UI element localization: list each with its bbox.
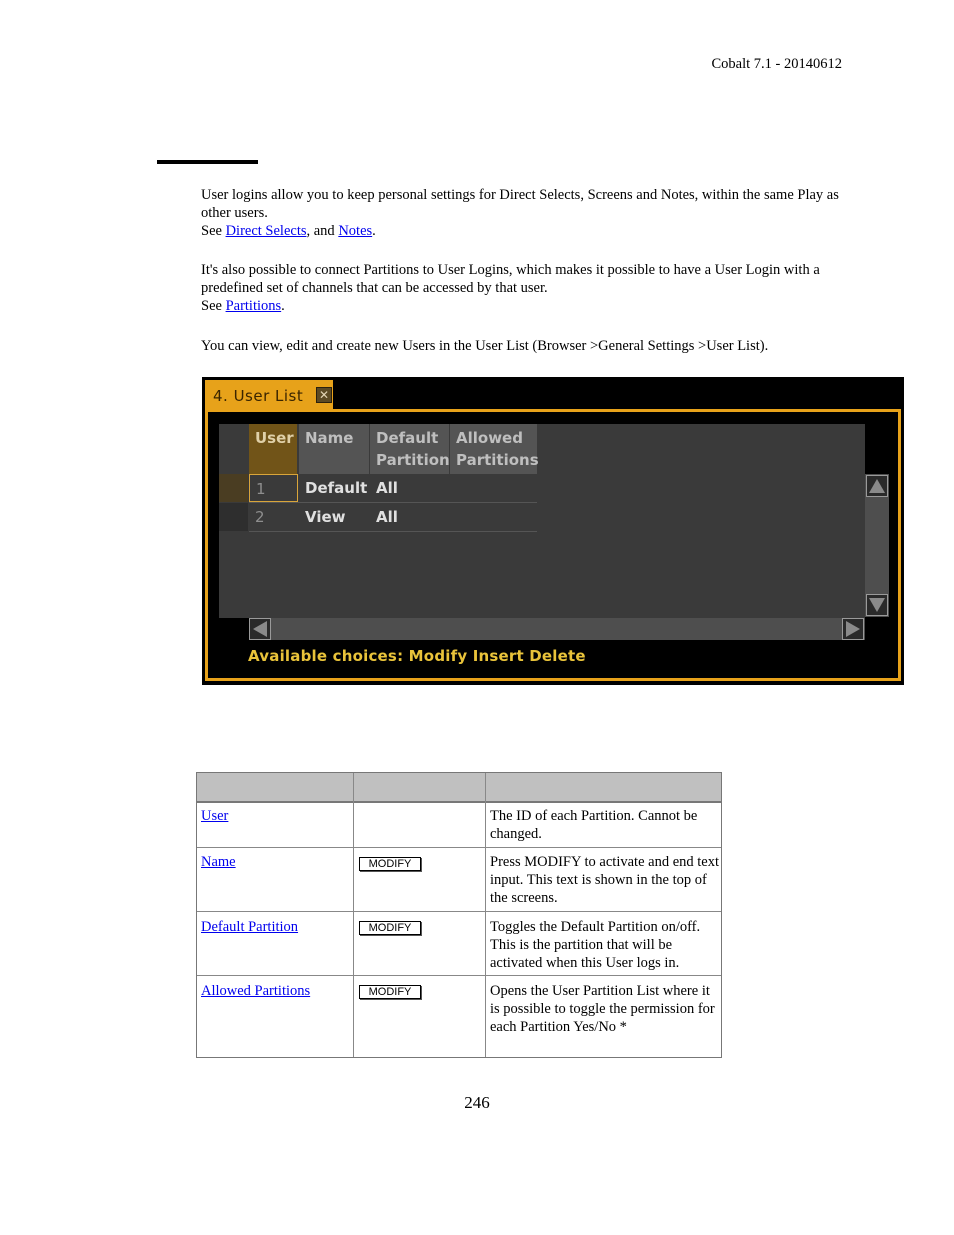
document-version-header: Cobalt 7.1 - 20140612 [711,56,842,72]
field-link-user[interactable]: User [201,808,229,824]
available-choices-status: Available choices: Modify Insert Delete [248,647,586,665]
see-label: See [201,298,226,314]
intro-text-1: User logins allow you to keep personal settings for Direct Selects, Screens and Notes, within the same Play as other users. [201,187,839,221]
tab-label: 4. User List [213,387,304,405]
field-description: Opens the User Partition List where it is possible to toggle the permission for each Partition Yes/No * [490,983,715,1035]
modify-button[interactable]: MODIFY [359,985,421,999]
column-header-name[interactable] [299,424,369,474]
row-1-name[interactable]: Default [305,479,368,497]
field-description: The ID of each Partition. Cannot be changed. [490,808,698,842]
intro-paragraph-2 [201,261,851,315]
row-1-default-partition[interactable]: All [376,479,398,497]
table-row [201,807,228,825]
user-fields-table [196,772,722,1058]
modify-button[interactable]: MODIFY [359,857,421,871]
table-row-divider [197,975,721,976]
table-column-divider [485,773,486,1057]
field-description: Toggles the Default Partition on/off. This is the partition that will be activated when this User logs in. [490,919,701,971]
intro-text-2: It's also possible to connect Partitions to User Logins, which makes it possible to have a User Login with a predefined set of channels that can be accessed by that user. [201,262,820,296]
horizontal-scrollbar[interactable] [249,618,865,640]
user-list-tab[interactable] [205,380,333,410]
table-header-divider [197,801,721,803]
section-heading-rule [157,160,258,164]
column-header-label: Partitions [456,451,539,469]
link-separator: , and [306,223,339,239]
column-header-label: Name [305,429,354,447]
column-header-default-partition[interactable] [370,424,449,474]
intro-paragraph-3 [201,337,851,355]
column-header-label: Partition [376,451,450,469]
see-label: See [201,223,226,239]
period: . [281,298,285,314]
table-header-row [197,773,721,801]
row-marker [219,503,248,531]
intro-text-3: You can view, edit and create new Users in the User List (Browser >General Settings >User List). [201,338,769,354]
column-header-label: Allowed [456,429,523,447]
table-row [201,853,236,871]
column-header-allowed-partitions[interactable] [450,424,537,474]
table-row [201,918,298,936]
column-header-user[interactable] [249,424,297,474]
scroll-right-icon[interactable] [842,618,864,640]
row-1-id[interactable]: 1 [249,474,298,502]
table-column-divider [353,773,354,1057]
row-divider [249,531,537,532]
field-link-name[interactable]: Name [201,854,236,870]
row-2-name[interactable]: View [305,508,346,526]
intro-see-line-2 [201,297,851,315]
column-header-label: Default [376,429,439,447]
modify-button[interactable]: MODIFY [359,921,421,935]
partitions-link[interactable]: Partitions [225,298,282,314]
row-2-default-partition[interactable]: All [376,508,398,526]
period: . [372,223,376,239]
scroll-left-icon[interactable] [249,618,271,640]
table-row-divider [197,847,721,848]
row-2-id[interactable]: 2 [255,508,265,526]
table-row-divider [197,911,721,912]
field-link-allowed-partitions[interactable]: Allowed Partitions [201,983,311,999]
page-number: 246 [464,1093,490,1112]
selected-row-marker [219,474,248,502]
notes-link[interactable]: Notes [338,223,373,239]
intro-see-line-1 [201,222,851,240]
column-header-label: User [255,429,294,447]
close-icon[interactable]: ✕ [316,387,332,403]
field-description: Press MODIFY to activate and end text input. This text is shown in the top of the screens. [490,854,719,906]
direct-selects-link[interactable]: Direct Selects [225,223,307,239]
user-list-screenshot [202,377,904,685]
intro-paragraph-1 [201,186,851,240]
scroll-up-icon[interactable] [866,475,888,497]
scroll-down-icon[interactable] [866,594,888,616]
table-row [201,982,310,1000]
field-link-default-partition[interactable]: Default Partition [201,919,299,935]
